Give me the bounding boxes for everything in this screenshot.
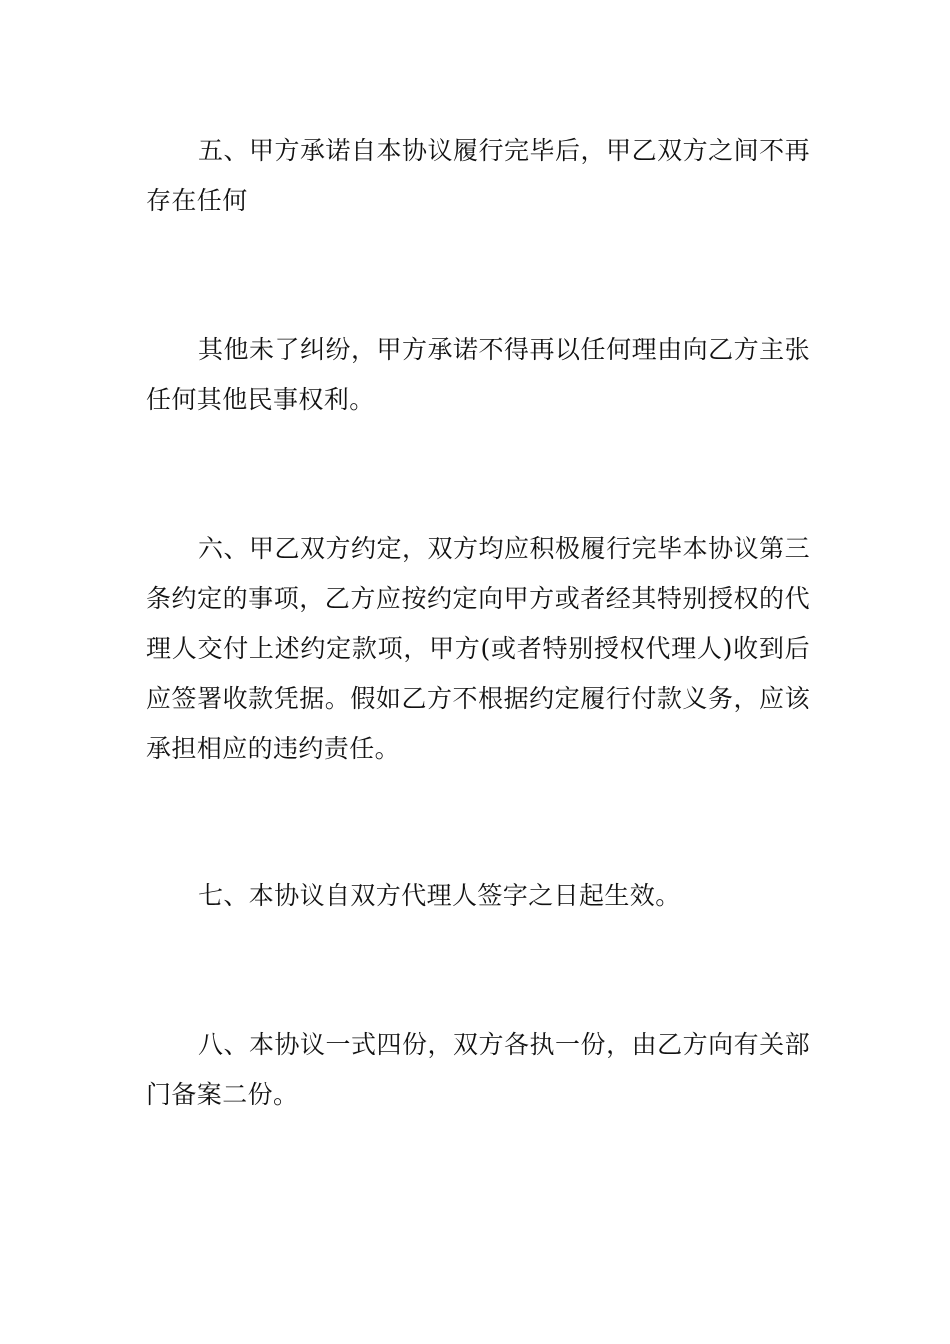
clause-6-paragraph: 六、甲乙双方约定，双方均应积极履行完毕本协议第三条约定的事项，乙方应按约定向甲方或者经其特别授权的代理人交付上述约定款项，甲方(或者特别授权代理人)收到后应签署收款凭据。假如乙方不根据约定履行付款义务，应该承担相应的违约责任。 (146, 534, 810, 763)
clause-5-paragraph: 五、甲方承诺自本协议履行完毕后，甲乙双方之间不再存在任何 (146, 136, 810, 215)
clause-7-paragraph: 七、本协议自双方代理人签字之日起生效。 (198, 881, 681, 910)
clause-8-paragraph: 八、本协议一式四份，双方各执一份，由乙方向有关部门备案二份。 (146, 1030, 810, 1109)
clause-5-continuation-paragraph: 其他未了纠纷，甲方承诺不得再以任何理由向乙方主张任何其他民事权利。 (146, 335, 810, 414)
